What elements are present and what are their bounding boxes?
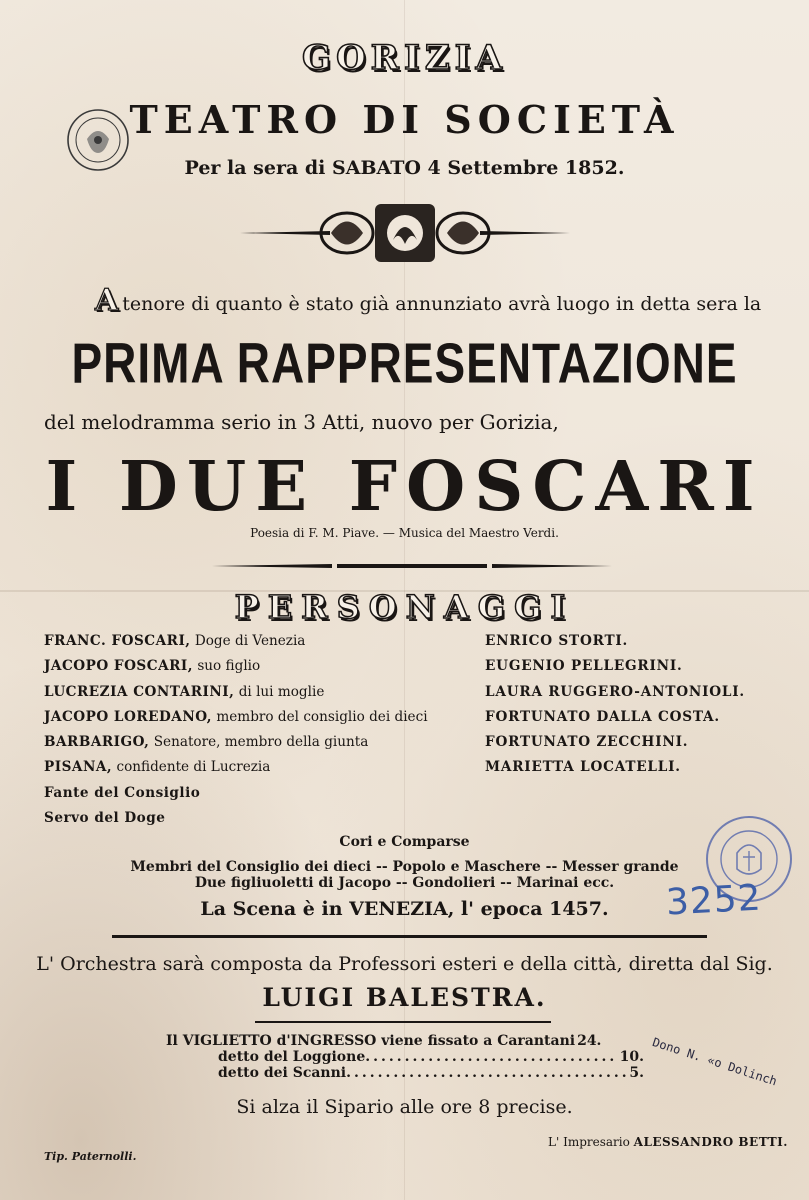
conductor-name: LUIGI BALESTRA. bbox=[262, 983, 547, 1012]
character-name: PISANA, bbox=[44, 759, 113, 776]
cast-list bbox=[44, 631, 784, 833]
intro-text: tenore di quanto è stato già annunziato avrà luogo in detta sera la bbox=[122, 293, 762, 315]
ornament-divider-icon bbox=[235, 200, 575, 266]
inventory-number: 3252 bbox=[664, 877, 763, 924]
character-description: di lui moglie bbox=[234, 683, 325, 700]
cast-row bbox=[44, 732, 784, 757]
work-description: del melodramma serio in 3 Atti, nuovo per Gorizia, bbox=[44, 410, 559, 434]
opera-title: I DUE FOSCARI bbox=[45, 447, 764, 527]
date-line: Per la sera di SABATO 4 Settembre 1852. bbox=[184, 157, 625, 179]
ticket-prices bbox=[166, 1033, 644, 1081]
section-rule bbox=[112, 935, 707, 938]
singer-name: MARIETTA LOCATELLI. bbox=[485, 759, 681, 776]
credits-line: Poesia di F. M. Piave. — Musica del Maestro Verdi. bbox=[250, 526, 559, 540]
ticket-label: Il VIGLIETTO d'INGRESSO viene fissato a Carantani bbox=[166, 1033, 576, 1049]
cast-row bbox=[44, 707, 784, 732]
intro-paragraph bbox=[95, 283, 775, 318]
cast-row bbox=[44, 656, 784, 681]
chorus-line-2: Due figliuoletti di Jacopo -- Gondolieri -- Marinai ecc. bbox=[194, 875, 615, 891]
cast-row bbox=[44, 631, 784, 656]
cast-row bbox=[44, 757, 784, 782]
impresario-line bbox=[548, 1135, 788, 1149]
singer-name: EUGENIO PELLEGRINI. bbox=[485, 658, 683, 675]
character-name: LUCREZIA CONTARINI, bbox=[44, 683, 235, 700]
singer-name: ENRICO STORTI. bbox=[485, 633, 629, 649]
curtain-time: Si alza il Sipario alle ore 8 precise. bbox=[236, 1096, 573, 1118]
character-name: BARBARIGO, bbox=[44, 734, 150, 751]
theatre-title: TEATRO DI SOCIETÀ bbox=[129, 97, 680, 142]
ticket-row bbox=[166, 1065, 644, 1081]
character-description: membro del consiglio dei dieci bbox=[212, 708, 428, 725]
city-title: GORIZIA bbox=[302, 38, 507, 78]
ticket-label: detto dei Scanni bbox=[218, 1065, 347, 1081]
drop-cap: A bbox=[95, 283, 119, 318]
chorus-line-1: Membri del Consiglio dei dieci -- Popolo e Maschere -- Messer grande bbox=[130, 859, 679, 875]
singer-name: LAURA RUGGERO-ANTONIOLI. bbox=[485, 683, 745, 700]
orchestra-line: L' Orchestra sarà composta da Professori esteri e della città, diretta dal Sig. bbox=[36, 953, 773, 975]
impresario-prefix: L' Impresario bbox=[548, 1135, 634, 1149]
printer-credit: Tip. Paternolli. bbox=[44, 1150, 137, 1163]
decorative-rule bbox=[212, 562, 612, 570]
ticket-amount: 10. bbox=[619, 1049, 644, 1065]
ticket-row bbox=[166, 1033, 644, 1049]
character-description: suo figlio bbox=[193, 658, 261, 675]
impresario-name: ALESSANDRO BETTI. bbox=[633, 1135, 788, 1149]
cast-row bbox=[44, 682, 784, 707]
cast-row bbox=[44, 783, 784, 808]
character-description: confidente di Lucrezia bbox=[112, 759, 271, 776]
cast-row bbox=[44, 808, 784, 833]
ticket-row bbox=[166, 1049, 644, 1065]
performance-heading: PRIMA RAPPRESENTAZIONE bbox=[71, 331, 738, 395]
singer-name: FORTUNATO DALLA COSTA. bbox=[485, 708, 720, 725]
section-rule-short bbox=[255, 1021, 551, 1023]
singer-name: FORTUNATO ZECCHINI. bbox=[485, 734, 689, 751]
setting-line: La Scena è in VENEZIA, l' epoca 1457. bbox=[200, 898, 609, 920]
ticket-amount: 24. bbox=[577, 1033, 602, 1049]
leader-dots bbox=[365, 1049, 617, 1065]
leader-dots bbox=[346, 1065, 627, 1081]
character-name: JACOPO FOSCARI, bbox=[44, 658, 193, 675]
character-description: Doge di Venezia bbox=[190, 633, 306, 649]
character-name: FRANC. FOSCARI, bbox=[44, 633, 191, 649]
ticket-amount: 5. bbox=[629, 1065, 644, 1081]
ticket-label: detto del Loggione bbox=[218, 1049, 366, 1065]
character-name: Servo del Doge bbox=[44, 810, 166, 827]
character-name: JACOPO LOREDANO, bbox=[44, 708, 213, 725]
donation-note: Dono N. «o Dolinch bbox=[650, 1035, 779, 1089]
character-name: Fante del Consiglio bbox=[44, 784, 201, 801]
cast-heading: PERSONAGGI bbox=[234, 588, 575, 626]
chorus-heading: Cori e Comparse bbox=[339, 834, 470, 850]
character-description: Senatore, membro della giunta bbox=[149, 734, 369, 751]
